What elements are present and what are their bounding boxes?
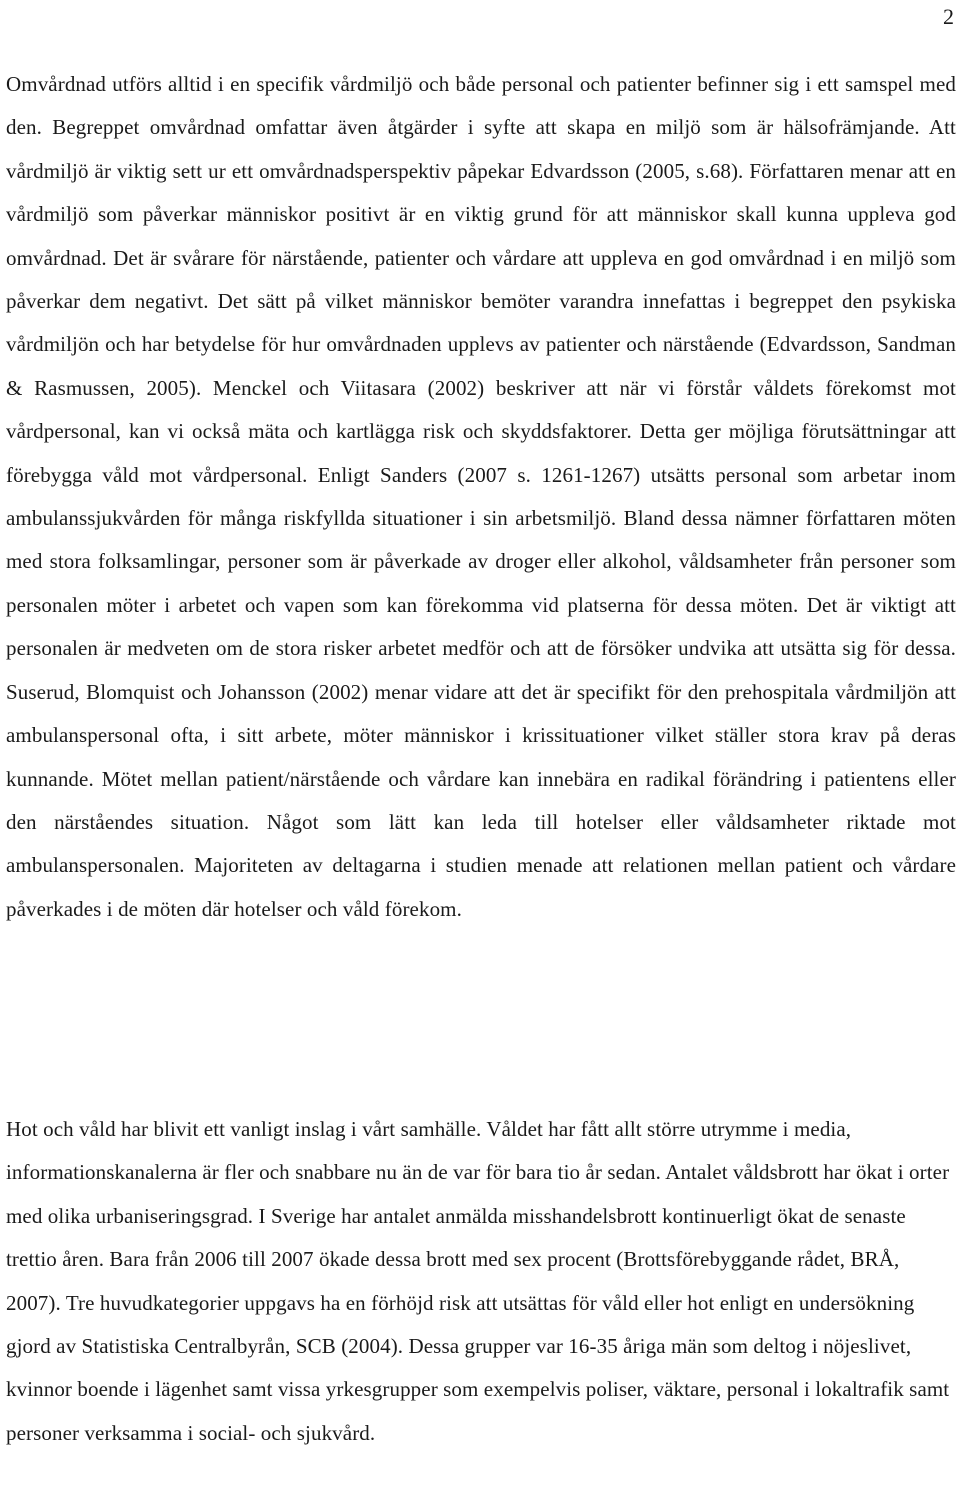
body-paragraph-1: Omvårdnad utförs alltid i en specifik vårdmiljö och både personal och patienter befinner sig i ett samspel med den. Begreppet omvårdnad omfattar även åtgärder i syfte att skapa en miljö som är hälsofrämjande. Att vårdmiljö är viktig sett ur ett omvårdnadsperspektiv påpekar Edvardsson (2005, s.68). Författaren menar att en vårdmiljö som påverkar människor positivt är en viktig grund för att människor skall kunna uppleva god omvårdnad. Det är svårare för närstående, patienter och vårdare att uppleva en god omvårdnad i en miljö som påverkar dem negativt. Det sätt på vilket människor bemöter varandra innefattas i begreppet den psykiska vårdmiljön och har betydelse för hur omvårdnaden upplevs av patienter och närstående (Edvardsson, Sandman & Rasmussen, 2005). Menckel och Viitasara (2002) beskriver att när vi förstår våldets förekomst mot vårdpersonal, kan vi också mäta och kartlägga risk och skyddsfaktorer. Detta ger möjliga förutsättningar att förebygga våld mot vårdpersonal. Enligt Sanders (2007 s. 1261-1267) utsätts personal som arbetar inom ambulanssjukvården för många riskfyllda situationer i sin arbetsmiljö. Bland dessa nämner författaren möten med stora folksamlingar, personer som är påverkade av droger eller alkohol, våldsamheter från personer som personalen möter i arbetet och vapen som kan förekomma vid platserna för dessa möten. Det är viktigt att personalen är medveten om de stora risker arbetet medför och att de försöker undvika att utsätta sig för dessa. Suserud, Blomquist och Johansson (2002) menar vidare att det är specifikt för den prehospitala vårdmiljön att ambulanspersonal ofta, i sitt arbete, möter människor i krissituationer vilket ställer stora krav på deras kunnande. Mötet mellan patient/närstående och vårdare kan innebära en radikal förändring i patientens eller den närståendes situation. Något som lätt kan leda till hotelser eller våldsamheter riktade mot ambulanspersonalen. Majoriteten av deltagarna i studien menade att relationen mellan patient och vårdare påverkades i de möten där hotelser och våld förekom. — [6, 72, 956, 921]
page-number: 2 — [943, 4, 954, 29]
body-paragraph-2: Hot och våld har blivit ett vanligt inslag i vårt samhälle. Våldet har fått allt större utrymme i media, informationskanalerna är fler och snabbare nu än de var för bara tio år sedan. Antalet våldsbrott har ökat i orter med olika urbaniseringsgrad. I Sverige har antalet anmälda misshandelsbrott kontinuerligt ökat de senaste trettio åren. Bara från 2006 till 2007 ökade dessa brott med sex procent (Brottsförebyggande rådet, BRÅ, 2007). Tre huvudkategorier uppgavs ha en förhöjd risk att utsättas för våld eller hot enligt en undersökning gjord av Statistiska Centralbyrån, SCB (2004). Dessa grupper var 16-35 åriga män som deltog i nöjeslivet, kvinnor boende i lägenhet samt vissa yrkesgrupper som exempelvis poliser, väktare, personal i lokaltrafik samt personer verksamma i social- och sjukvård. — [6, 1117, 950, 1445]
